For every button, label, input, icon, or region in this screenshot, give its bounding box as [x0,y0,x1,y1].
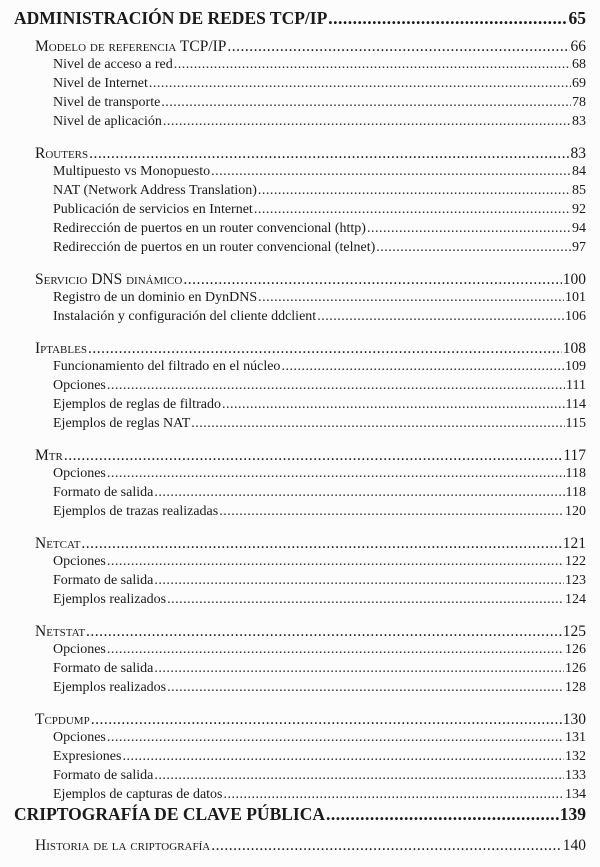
subsection-entry[interactable] [0,554,600,573]
subsection-page: 106 [565,309,586,324]
dot-leader [376,240,571,256]
subsection-title: Redirección de puertos en un router convencional (http) [53,221,366,236]
section-title: Netstat [35,623,86,640]
subsection-page: 85 [572,183,586,198]
dot-leader [161,95,571,111]
subsection-title: Multipuesto vs Monopuesto [53,164,211,179]
subsection-entry[interactable] [0,642,600,661]
section-block [0,623,600,699]
dot-leader [167,680,564,696]
dot-leader [183,271,561,289]
dot-leader [281,359,564,375]
subsection-title: Opciones [53,730,106,745]
section-block [0,38,600,133]
subsection-title: Opciones [53,378,106,393]
subsection-entry[interactable] [0,183,600,202]
subsection-entry[interactable] [0,416,600,435]
subsection-page: 101 [565,290,586,305]
section-page: 100 [562,271,586,288]
section-page: 121 [562,535,586,552]
dot-leader [317,309,564,325]
subsection-title: Nivel de acceso a red [53,57,173,72]
subsection-page: 109 [565,359,586,374]
section-title: Modelo de referencia TCP/IP [35,38,227,55]
dot-leader [81,535,561,553]
subsection-page: 120 [565,504,586,519]
subsection-title: Formato de salida [53,485,154,500]
subsection-title: Opciones [53,554,106,569]
dot-leader [258,290,564,306]
subsection-entry[interactable] [0,240,600,259]
subsection-title: Publicación de servicios en Internet [53,202,253,217]
dot-leader [149,76,571,92]
section-entry[interactable] [0,535,600,554]
dot-leader [86,623,562,641]
section-page: 130 [562,711,586,728]
section-page: 108 [562,340,586,357]
subsection-title: Opciones [53,642,106,657]
subsection-title: Ejemplos realizados [53,592,167,607]
section-block [0,271,600,328]
subsection-entry[interactable] [0,768,600,787]
dot-leader [91,711,562,729]
subsection-title: Ejemplos realizados [53,680,167,695]
chapter-entry[interactable] [0,8,600,35]
dot-leader [227,38,569,56]
subsection-page: 68 [572,57,586,72]
dot-leader [174,57,571,73]
subsection-entry[interactable] [0,76,600,95]
section-entry[interactable] [0,38,600,57]
subsection-page: 69 [572,76,586,91]
section-block [0,340,600,435]
subsection-entry[interactable] [0,730,600,749]
subsection-page: 78 [572,95,586,110]
dot-leader [222,397,565,413]
subsection-title: Ejemplos de reglas NAT [53,416,191,431]
dot-leader [219,504,564,520]
dot-leader [154,485,564,501]
section-entry[interactable] [0,711,600,730]
subsection-title: Nivel de aplicación [53,114,162,129]
dot-leader [163,114,571,130]
subsection-entry[interactable] [0,309,600,328]
subsection-page: 134 [565,787,586,802]
subsection-entry[interactable] [0,95,600,114]
section-entry[interactable] [0,837,600,856]
dot-leader [254,202,571,218]
subsection-title: Formato de salida [53,661,154,676]
subsection-page: 126 [565,661,586,676]
subsection-entry[interactable] [0,504,600,523]
subsection-title: Instalación y configuración del cliente ddclient [53,309,317,324]
subsection-page: 94 [572,221,586,236]
dot-leader [154,661,564,677]
chapter-page: 65 [568,8,586,28]
subsection-title: Registro de un dominio en DynDNS [53,290,258,305]
dot-leader [107,378,565,394]
chapter-sections [0,38,600,818]
subsection-entry[interactable] [0,114,600,133]
dot-leader [154,573,564,589]
section-entry[interactable] [0,145,600,164]
chapter-title: ADMINISTRACIÓN DE REDES TCP/IP [14,8,328,28]
subsection-entry[interactable] [0,378,600,397]
section-entry[interactable] [0,623,600,642]
subsection-page: 115 [565,416,586,431]
subsection-entry[interactable] [0,57,600,76]
section-block [0,535,600,611]
dot-leader [211,164,571,180]
subsection-page: 133 [565,768,586,783]
subsection-title: NAT (Network Address Translation) [53,183,257,198]
subsection-entry[interactable] [0,359,600,378]
section-page: 125 [562,623,586,640]
subsection-entry[interactable] [0,485,600,504]
section-entry[interactable] [0,340,600,359]
subsection-title: Formato de salida [53,573,154,588]
dot-leader [107,554,564,570]
section-entry[interactable] [0,447,600,466]
subsection-page: 124 [565,592,586,607]
dot-leader [107,466,565,482]
section-entry[interactable] [0,271,600,290]
subsection-page: 92 [572,202,586,217]
subsection-title: Nivel de transporte [53,95,161,110]
subsection-entry[interactable] [0,573,600,592]
dot-leader [191,416,564,432]
subsection-page: 114 [565,397,586,412]
dot-leader [64,447,562,465]
section-block [0,145,600,259]
subsection-entry[interactable] [0,680,600,699]
subsection-page: 132 [565,749,586,764]
subsection-entry[interactable] [0,397,600,416]
subsection-entry[interactable] [0,466,600,485]
section-title: Netcat [35,535,81,552]
section-block [0,711,600,806]
section-title: Historia de la criptografía [35,837,211,854]
section-title: Routers [35,145,89,162]
subsection-entry[interactable] [0,290,600,309]
subsection-title: Funcionamiento del filtrado en el núcleo [53,359,281,374]
subsection-page: 97 [572,240,586,255]
subsection-title: Expresiones [53,749,122,764]
dot-leader [367,221,571,237]
subsection-entry[interactable] [0,202,600,221]
dot-leader [224,787,564,803]
subsection-title: Opciones [53,466,106,481]
subsection-page: 126 [565,642,586,657]
subsection-title: Ejemplos de trazas realizadas [53,504,219,519]
dot-leader [88,340,562,358]
dot-leader [258,183,571,199]
dot-leader [326,804,559,825]
subsection-title: Redirección de puertos en un router convencional (telnet) [53,240,376,255]
dot-leader [328,8,567,29]
subsection-entry[interactable] [0,749,600,768]
chapter-title: CRIPTOGRAFÍA DE CLAVE PÚBLICA [14,804,326,824]
section-page: 83 [570,145,586,162]
chapter-page: 139 [559,804,586,824]
subsection-page: 128 [565,680,586,695]
subsection-page: 131 [565,730,586,745]
subsection-page: 118 [565,466,586,481]
subsection-entry[interactable] [0,661,600,680]
dot-leader [122,749,564,765]
subsection-page: 123 [565,573,586,588]
dot-leader [167,592,564,608]
dot-leader [154,768,564,784]
section-page: 140 [562,837,586,854]
chapter-entry[interactable] [0,804,600,831]
subsection-title: Nivel de Internet [53,76,148,91]
section-title: Iptables [35,340,87,357]
dot-leader [107,730,564,746]
subsection-page: 84 [572,164,586,179]
subsection-title: Formato de salida [53,768,154,783]
section-page: 117 [563,447,586,464]
subsection-entry[interactable] [0,221,600,240]
subsection-entry[interactable] [0,592,600,611]
section-page: 66 [570,38,586,55]
section-title: Tcpdump [35,711,90,728]
subsection-page: 118 [565,485,586,500]
dot-leader [89,145,569,163]
subsection-page: 83 [572,114,586,129]
section-title: Mtr [35,447,63,464]
section-block [0,447,600,523]
subsection-entry[interactable] [0,164,600,183]
subsection-page: 122 [565,554,586,569]
section-title: Servicio DNS dinámico [35,271,183,288]
subsection-title: Ejemplos de capturas de datos [53,787,223,802]
dot-leader [211,837,562,855]
subsection-title: Ejemplos de reglas de filtrado [53,397,221,412]
subsection-page: 111 [566,378,586,393]
dot-leader [107,642,564,658]
